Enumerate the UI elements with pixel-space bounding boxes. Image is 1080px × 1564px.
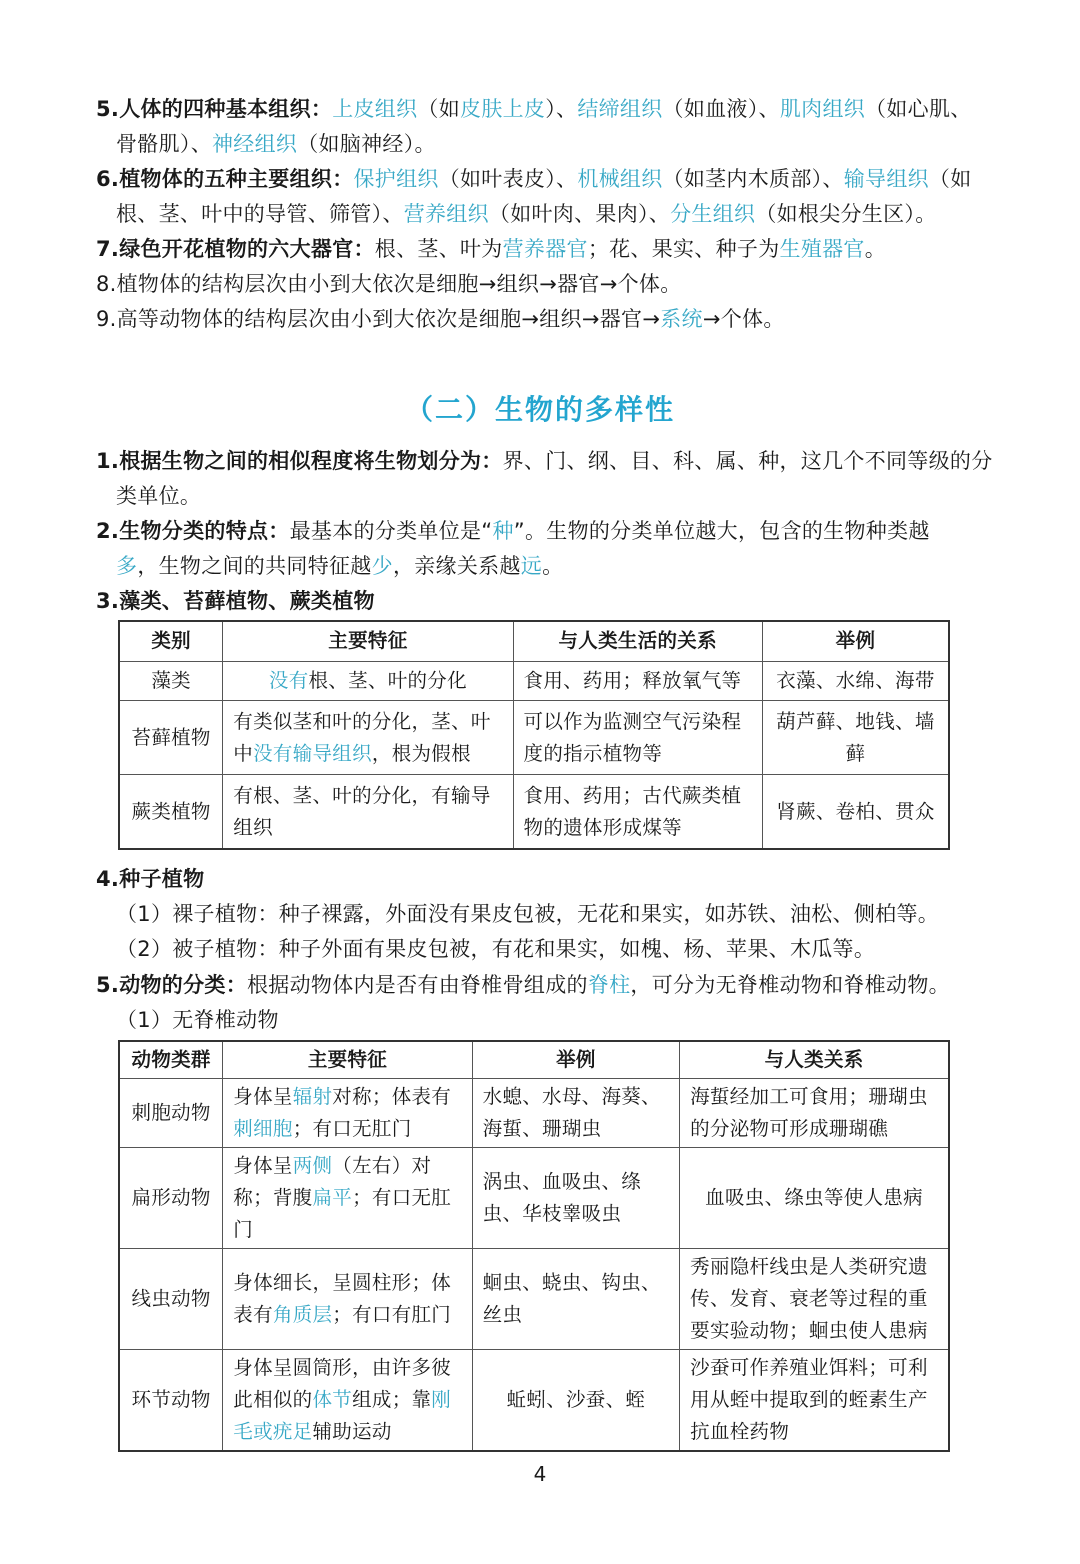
feature-cell: 有根、茎、叶的分化，有输导组织 — [223, 775, 513, 849]
highlight: 营养组织 — [403, 202, 489, 226]
table-row — [119, 701, 949, 775]
category-cell: 苔藓植物 — [119, 701, 223, 775]
item-9 — [96, 304, 785, 334]
highlight: 远 — [520, 554, 543, 578]
text: →个体。 — [702, 307, 785, 331]
item-6-line1 — [96, 164, 972, 194]
highlight: 分生组织 — [670, 202, 756, 226]
category-cell: 蕨类植物 — [119, 775, 223, 849]
relation-cell: 食用、药用；释放氧气等 — [513, 661, 762, 701]
highlight: 皮肤上皮 — [460, 97, 546, 121]
relation-cell: 可以作为监测空气污染程度的指示植物等 — [513, 701, 762, 775]
table-header-row — [119, 621, 949, 661]
example-cell: 蚯蚓、沙蚕、蛭 — [472, 1350, 680, 1452]
category-cell: 线虫动物 — [119, 1249, 223, 1350]
highlight: 营养器官 — [502, 237, 588, 261]
relation-cell: 食用、药用；古代蕨类植物的遗体形成煤等 — [513, 775, 762, 849]
s2-item-2-line1 — [96, 516, 930, 546]
highlight: 多 — [116, 554, 138, 578]
text: 。 — [542, 554, 564, 578]
text: （如脑神经）。 — [297, 132, 436, 156]
s2-item-5 — [96, 970, 950, 1000]
example-cell: 葫芦藓、地钱、墙藓 — [762, 701, 949, 775]
item-label: 5.人体的四种基本组织： — [96, 97, 333, 121]
text: 组成；靠 — [352, 1388, 432, 1411]
highlight: 刚毛或疣足 — [233, 1388, 452, 1443]
item-6-line2 — [116, 199, 937, 229]
text: 。 — [864, 237, 887, 261]
highlight: 没有输导组织 — [253, 741, 372, 765]
text: ；有口无肛门 — [292, 1117, 412, 1140]
text: 界、门、纲、目、科、属、种，这几个不同等级的分 — [502, 449, 993, 473]
category-cell: 环节动物 — [119, 1350, 223, 1452]
column-header: 类别 — [119, 621, 223, 661]
table-row — [119, 775, 949, 849]
item-label: 6.植物体的五种主要组织： — [96, 167, 354, 191]
item-7 — [96, 234, 886, 264]
text: （如根尖分生区）。 — [755, 202, 937, 226]
item-label: 2.生物分类的特点： — [96, 519, 290, 543]
highlight: 体节 — [312, 1388, 353, 1411]
item-8: 8.植物体的结构层次由小到大依次是细胞→组织→器官→个体。 — [96, 272, 682, 296]
s2-item-1-line1 — [96, 446, 993, 476]
s2-item-4-sub1: （1）裸子植物：种子裸露，外面没有果皮包被，无花和果实，如苏铁、油松、侧柏等。 — [116, 902, 940, 926]
highlight: 扁平 — [312, 1186, 353, 1209]
text: （如叶表皮）、 — [438, 167, 578, 191]
text: 身体呈 — [233, 1154, 293, 1177]
item-label: 5.动物的分类： — [96, 973, 247, 997]
feature-cell — [223, 1148, 472, 1249]
text: （如心肌、 — [865, 97, 972, 121]
item-5-line2 — [116, 129, 436, 159]
s2-item-4-heading: 4.种子植物 — [96, 867, 205, 891]
feature-cell — [223, 1079, 472, 1148]
table-row — [119, 1350, 949, 1452]
example-cell: 涡虫、血吸虫、绦虫、华枝睾吸虫 — [472, 1148, 680, 1249]
text: 辅助运动 — [312, 1420, 392, 1443]
column-header: 与人类生活的关系 — [513, 621, 762, 661]
table-row — [119, 1079, 949, 1148]
text: （如叶肉、果肉）、 — [488, 202, 671, 226]
column-header: 举例 — [472, 1041, 680, 1079]
text: ；有口无肛门 — [233, 1186, 452, 1241]
feature-cell — [223, 701, 513, 775]
highlight: 保护组织 — [353, 167, 439, 191]
text: （如 — [417, 97, 461, 121]
text: ）、 — [545, 97, 578, 121]
text: ，生物之间的共同特征越 — [137, 554, 372, 578]
highlight: 神经组织 — [212, 132, 298, 156]
s2-item-2-line2 — [116, 551, 563, 581]
animals-table — [118, 1040, 950, 1452]
feature-cell — [223, 661, 513, 701]
text: （如血液）、 — [662, 97, 780, 121]
item-5-line1 — [96, 94, 972, 124]
highlight: 系统 — [660, 307, 703, 331]
page-number: 4 — [533, 1462, 547, 1486]
column-header: 动物类群 — [119, 1041, 223, 1079]
table-row — [119, 1249, 949, 1350]
text: 身体呈圆筒形，由许多彼此相似的 — [233, 1356, 452, 1411]
highlight: 角质层 — [272, 1303, 333, 1326]
example-cell: 蛔虫、蛲虫、钩虫、丝虫 — [472, 1249, 680, 1350]
highlight: 肌肉组织 — [779, 97, 866, 121]
highlight: 结缔组织 — [577, 97, 663, 121]
text: （左右）对称；背腹 — [233, 1154, 432, 1209]
table-row — [119, 1148, 949, 1249]
text: 骨骼肌）、 — [116, 132, 212, 156]
text: 有类似茎和叶的分化，茎、叶中 — [233, 709, 491, 765]
column-header: 主要特征 — [223, 1041, 472, 1079]
item-label: 1.根据生物之间的相似程度将生物划分为： — [96, 449, 503, 473]
item-label: 7.绿色开花植物的六大器官： — [96, 237, 375, 261]
text: 根、茎、叶的分化 — [308, 668, 467, 692]
highlight: 少 — [371, 554, 393, 578]
category-cell: 藻类 — [119, 661, 223, 701]
category-cell: 扁形动物 — [119, 1148, 223, 1249]
relation-cell: 海蜇经加工可食用；珊瑚虫的分泌物可形成珊瑚礁 — [680, 1079, 949, 1148]
text: 9.高等动物体的结构层次由小到大依次是细胞→组织→器官→ — [96, 307, 661, 331]
feature-cell — [223, 1249, 472, 1350]
text: ，可分为无脊椎动物和脊椎动物。 — [630, 973, 950, 997]
example-cell: 水螅、水母、海葵、海蜇、珊瑚虫 — [472, 1079, 680, 1148]
text: （如 — [928, 167, 972, 191]
relation-cell: 血吸虫、绦虫等使人患病 — [680, 1148, 949, 1249]
highlight: 没有 — [268, 668, 309, 692]
text: ；花、果实、种子为 — [587, 237, 780, 261]
column-header: 主要特征 — [223, 621, 513, 661]
highlight: 种 — [492, 519, 514, 543]
column-header: 举例 — [762, 621, 949, 661]
category-cell: 刺胞动物 — [119, 1079, 223, 1148]
s2-item-3-heading: 3.藻类、苔藓植物、蕨类植物 — [96, 589, 375, 613]
text: 最基本的分类单位是“ — [289, 519, 493, 543]
plants-table — [118, 620, 950, 850]
text: 根据动物体内是否有由脊椎骨组成的 — [247, 973, 588, 997]
text: （如茎内木质部）、 — [662, 167, 844, 191]
highlight: 辐射 — [292, 1085, 333, 1108]
s2-item-1-line2: 类单位。 — [116, 484, 202, 508]
text: ；有口有肛门 — [332, 1303, 452, 1326]
text: 身体呈 — [233, 1085, 293, 1108]
table-row — [119, 661, 949, 701]
relation-cell: 秀丽隐杆线虫是人类研究遗传、发育、衰老等过程的重要实验动物；蛔虫使人患病 — [680, 1249, 949, 1350]
text: ，亲缘关系越 — [392, 554, 521, 578]
text: 身体细长，呈圆柱形；体表有 — [233, 1271, 452, 1326]
example-cell: 衣藻、水绵、海带 — [762, 661, 949, 701]
s2-item-5-sub1: （1）无脊椎动物 — [116, 1008, 279, 1032]
column-header: 与人类关系 — [680, 1041, 949, 1079]
highlight: 两侧 — [292, 1154, 333, 1177]
s2-item-4-sub2: （2）被子植物：种子外面有果皮包被，有花和果实，如槐、杨、苹果、木瓜等。 — [116, 937, 876, 961]
text: 对称；体表有 — [332, 1085, 452, 1108]
example-cell: 肾蕨、卷柏、贯众 — [762, 775, 949, 849]
highlight: 脊柱 — [587, 973, 631, 997]
text: ”。生物的分类单位越大，包含的生物种类越 — [513, 519, 930, 543]
text: ，根为假根 — [371, 741, 471, 765]
text: 根、茎、叶为 — [374, 237, 503, 261]
text: 根、茎、叶中的导管、筛管）、 — [116, 202, 404, 226]
highlight: 刺细胞 — [233, 1117, 293, 1140]
section-title: （二）生物的多样性 — [404, 393, 675, 426]
relation-cell: 沙蚕可作养殖业饵料；可利用从蛭中提取到的蛭素生产抗血栓药物 — [680, 1350, 949, 1452]
feature-cell — [223, 1350, 472, 1452]
highlight: 机械组织 — [577, 167, 663, 191]
highlight: 上皮组织 — [332, 97, 418, 121]
table-header-row — [119, 1041, 949, 1079]
highlight: 输导组织 — [843, 167, 929, 191]
highlight: 生殖器官 — [779, 237, 865, 261]
